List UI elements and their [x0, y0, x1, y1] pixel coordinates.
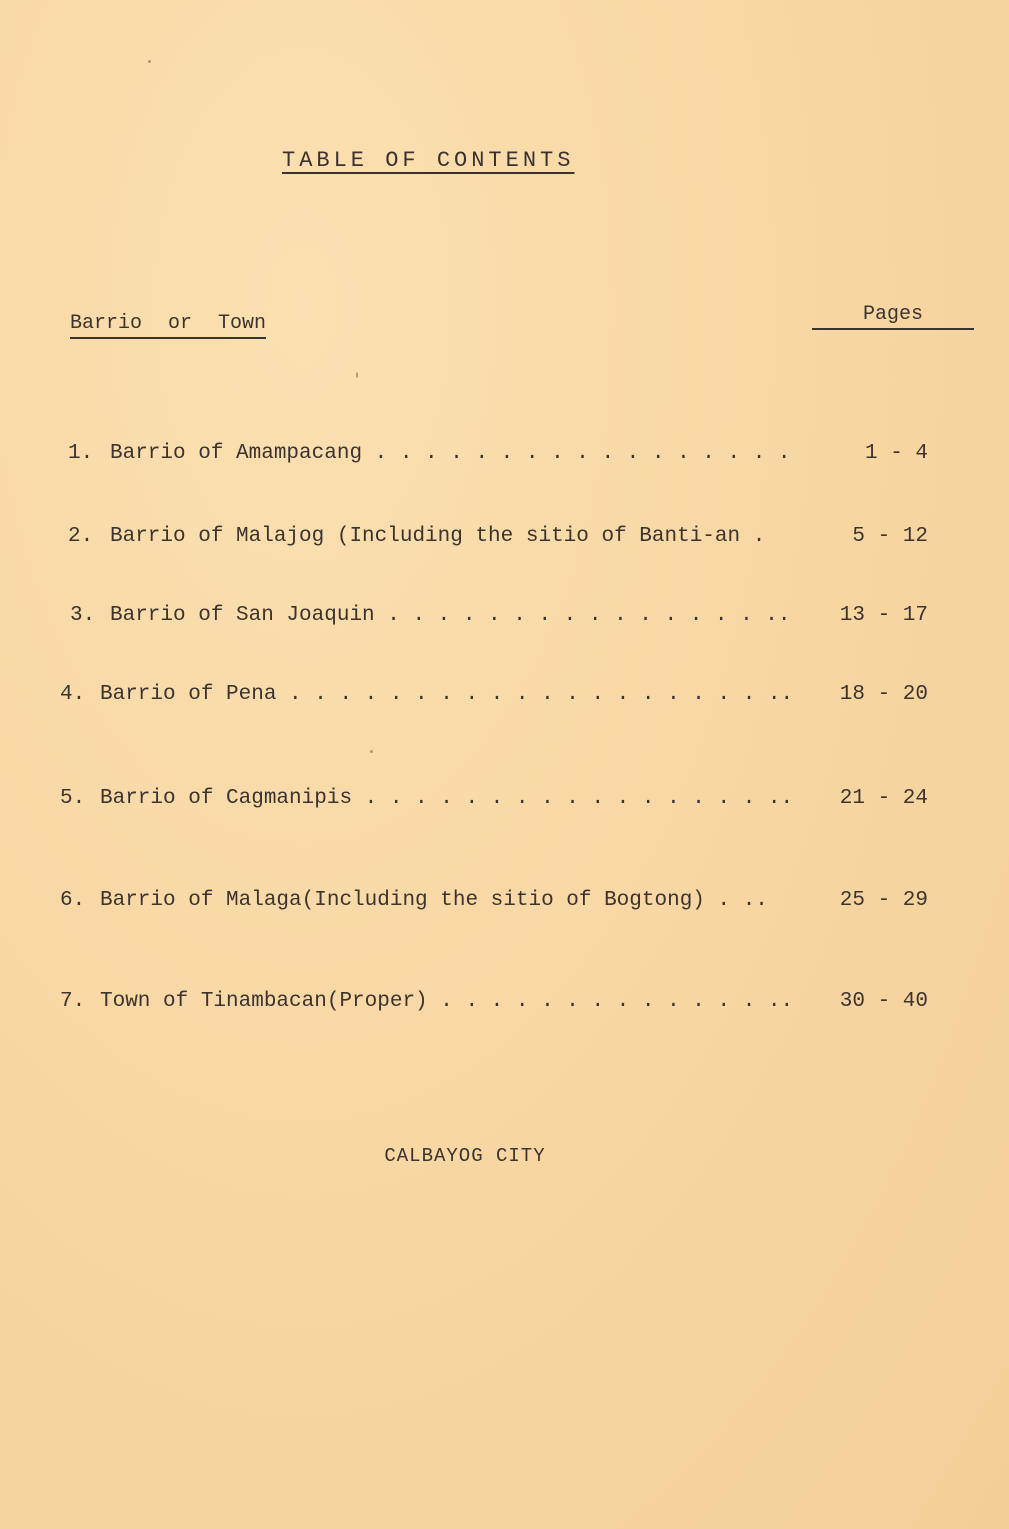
- entry-number: 6.: [60, 889, 86, 912]
- entry-label: Town of Tinambacan(Proper) . . . . . . . . . . . . . ..: [100, 990, 794, 1013]
- entry-number: 5.: [60, 787, 86, 810]
- paper-speck: [148, 60, 151, 63]
- toc-entry: [0, 683, 1009, 713]
- column-header-pages: Pages: [812, 303, 974, 330]
- entry-pages: 5 - 12: [852, 525, 928, 548]
- entry-number: 7.: [60, 990, 86, 1013]
- paper-speck: [370, 750, 373, 753]
- entry-pages: 13 - 17: [839, 604, 928, 627]
- toc-entry: [0, 787, 1009, 817]
- entry-pages: 25 - 29: [839, 889, 928, 912]
- entry-pages: 18 - 20: [839, 683, 928, 706]
- entry-label: Barrio of Malaga(Including the sitio of Bogtong) . ..: [100, 889, 768, 912]
- footer-city: CALBAYOG CITY: [384, 1145, 546, 1167]
- entry-number: 3.: [70, 604, 96, 627]
- toc-entry: [0, 604, 1009, 634]
- column-header-barrio: Barrio or Town: [70, 312, 266, 339]
- toc-entry: [0, 442, 1009, 472]
- toc-entry: [0, 990, 1009, 1020]
- entry-label: Barrio of Cagmanipis . . . . . . . . . . . . . . . . ..: [100, 787, 794, 810]
- entry-number: 4.: [60, 683, 86, 706]
- paper-speck: [356, 372, 358, 378]
- entry-pages: 1 - 4: [864, 442, 928, 465]
- toc-entry: [0, 525, 1009, 555]
- entry-number: 1.: [68, 442, 94, 465]
- entry-label: Barrio of Amampacang . . . . . . . . . . . . . . . . .: [110, 442, 791, 465]
- entry-pages: 21 - 24: [839, 787, 928, 810]
- entry-label: Barrio of San Joaquin . . . . . . . . . . . . . . . ..: [110, 604, 791, 627]
- entry-label: Barrio of Malajog (Including the sitio of Banti-an .: [110, 525, 766, 548]
- entry-number: 2.: [68, 525, 94, 548]
- page-title: TABLE OF CONTENTS: [282, 148, 575, 173]
- entry-label: Barrio of Pena . . . . . . . . . . . . . . . . . . . ..: [100, 683, 794, 706]
- toc-entry: [0, 889, 1009, 919]
- entry-pages: 30 - 40: [839, 990, 928, 1013]
